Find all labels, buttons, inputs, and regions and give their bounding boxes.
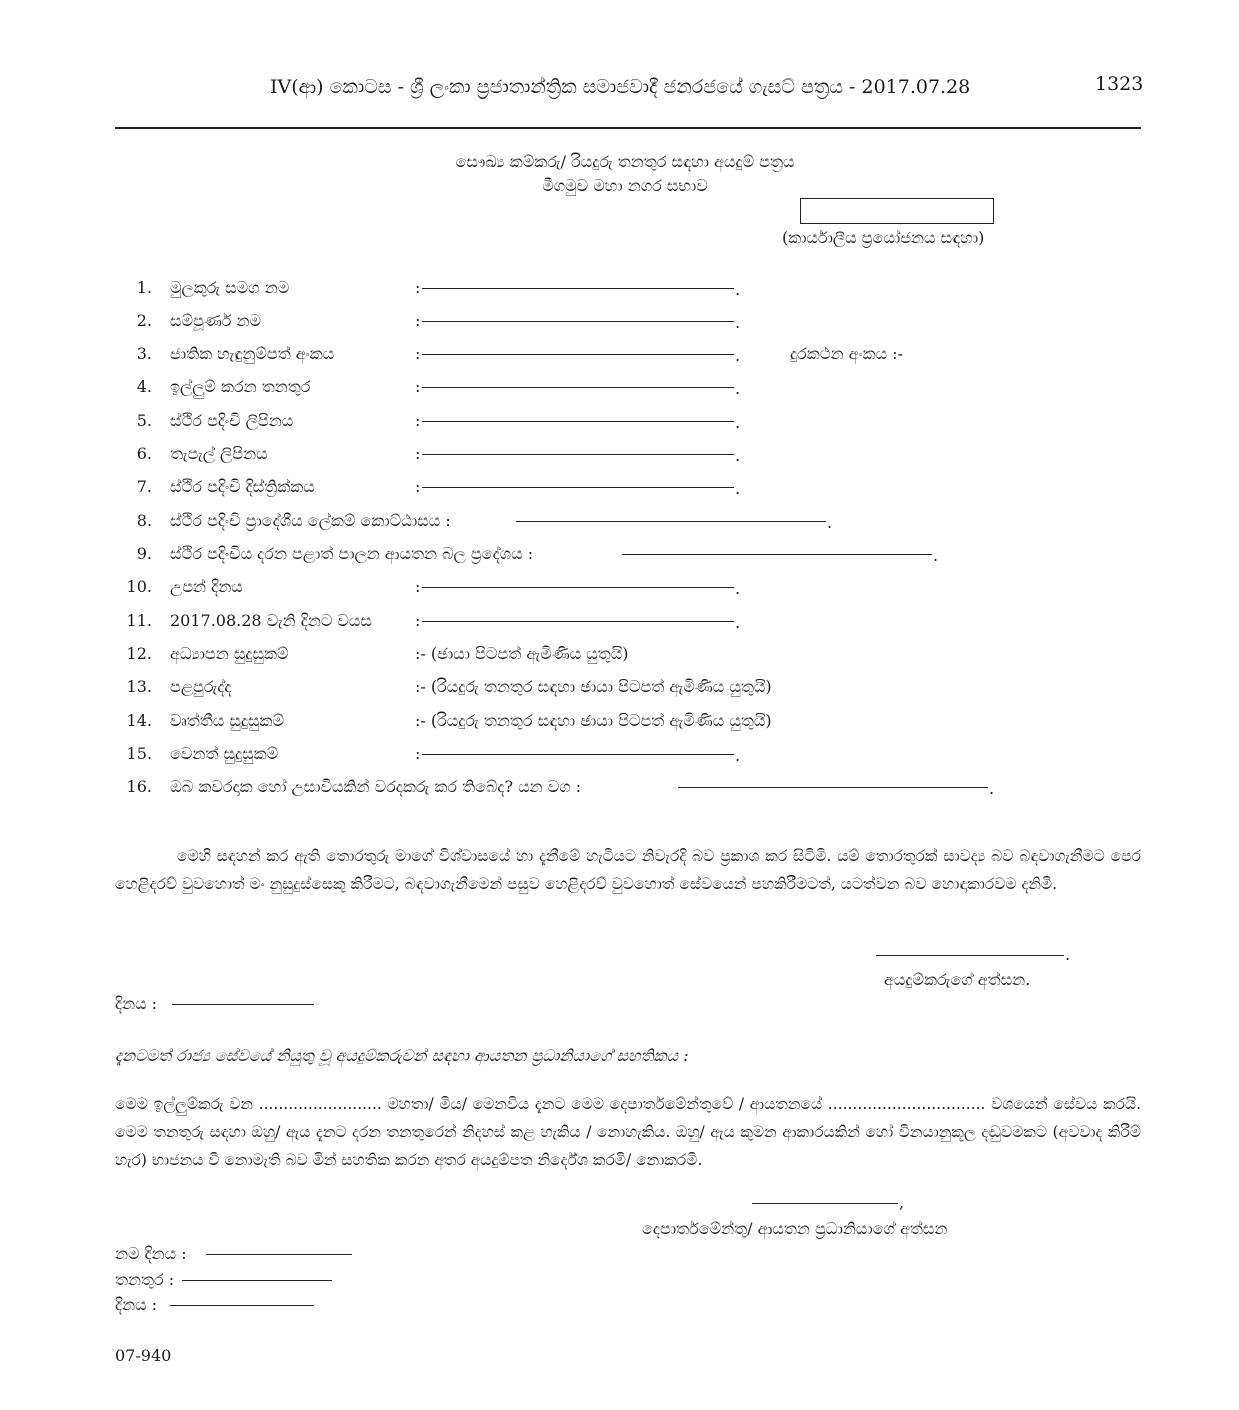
item-number: 11. — [126, 611, 152, 630]
field-line-ds-division[interactable] — [516, 521, 826, 522]
line-end-dot: . — [735, 313, 741, 332]
field-line-local-authority[interactable] — [622, 554, 932, 555]
item-number: 2. — [136, 311, 152, 330]
item-separator: : — [415, 377, 421, 396]
item-label-full-name: සම්පූර්ණ නම — [170, 311, 262, 330]
office-use-label: (කාර්යාලීය ප්‍රයෝජනය සඳහා) — [782, 228, 985, 247]
telephone-label: දුරකථන අංකය :- — [790, 344, 903, 363]
item-number: 8. — [136, 511, 152, 530]
field-line-convicted[interactable] — [678, 787, 988, 788]
item-separator: : — [415, 278, 421, 297]
header-rule — [115, 127, 1141, 129]
item-label-nic: ජාතික හැඳුනුම්පත් අංකය — [170, 344, 335, 363]
item-note-experience: :- (රියදුරු තනතුර සඳහා ඡායා පිටපත් ඇමිණිය යුතුයි) — [415, 677, 772, 696]
head-name-line[interactable] — [206, 1254, 352, 1255]
item-separator: : — [415, 477, 421, 496]
line-end-dot: . — [1065, 945, 1071, 964]
item-separator: : — [415, 344, 421, 363]
line-end-dot: . — [735, 746, 741, 765]
field-line-birth-date[interactable] — [422, 587, 734, 588]
item-separator: : — [415, 577, 421, 596]
item-label-postal-address: තැපැල් ලිපිනය — [170, 444, 268, 463]
field-line-postal-address[interactable] — [422, 454, 734, 455]
form-title: සෞඛ්‍ය කම්කරු/ රියදුරු තනතුර සඳහා අයදුම් පත්‍රය — [455, 152, 795, 171]
line-end-dot: . — [989, 779, 995, 798]
footer-code: 07-940 — [115, 1346, 172, 1365]
item-label-applied-post: ඉල්ලුම් කරන තනතුර — [170, 377, 311, 396]
item-separator: : — [415, 311, 421, 330]
line-end-dot: . — [827, 513, 833, 532]
item-label-experience: පළපුරුද්ද — [170, 677, 232, 696]
item-label-convicted: ඔබ කවරදාක හෝ උසාවියකින් වරදකරු කර තිබේද? යන වග : — [170, 777, 582, 796]
item-separator: : — [415, 411, 421, 430]
item-number: 16. — [126, 777, 152, 796]
field-line-permanent-address[interactable] — [422, 421, 734, 422]
head-post-line[interactable] — [182, 1280, 332, 1281]
item-label-age: 2017.08.28 වැනි දිනට වයස — [170, 611, 372, 630]
item-number: 3. — [136, 344, 152, 363]
declaration-date-line[interactable] — [172, 1004, 314, 1005]
line-end-dot: . — [735, 613, 741, 632]
field-line-initials-name[interactable] — [422, 288, 734, 289]
item-note-education: :- (ඡායා පිටපත් ඇමිණිය යුතුයි) — [415, 644, 629, 663]
item-label-ds-division: ස්ථිර පදිංචි ප්‍රාදේශීය ලේකම් කොට්ඨාසය : — [170, 511, 451, 530]
item-label-professional: වෘත්තීය සුදුසුකම් — [170, 711, 284, 730]
head-signature-label: දෙපාර්තමේන්තු/ ආයතන ප්‍රධානියාගේ අත්සන — [642, 1219, 948, 1238]
head-date-label: දිනය : — [115, 1295, 158, 1314]
line-end-dot: . — [735, 346, 741, 365]
item-label-education: අධ්‍යාපන සුදුසුකම් — [170, 644, 289, 663]
item-number: 12. — [126, 644, 152, 663]
gazette-header-title: IV(ආ) කොටස - ශ්‍රී ලංකා ප්‍රජාතාන්ත්‍රික සමාජවාදී ජනරජයේ ගැසට් පත්‍රය - 2017.07.28 — [270, 76, 971, 98]
item-label-local-authority: ස්ථිර පදිංචිය දරන පළාත් පාලන ආයතන බල ප්‍රදේශය : — [170, 544, 534, 563]
field-line-nic[interactable] — [422, 354, 734, 355]
page-number: 1323 — [1095, 73, 1144, 95]
line-end-dot: . — [735, 379, 741, 398]
item-number: 9. — [136, 544, 152, 563]
line-end-dot: . — [735, 446, 741, 465]
item-separator: : — [415, 744, 421, 763]
item-label-other-qualifications: වෙනත් සුදුසුකම් — [170, 744, 279, 763]
line-end-dot: . — [933, 546, 939, 565]
item-number: 15. — [126, 744, 152, 763]
item-number: 6. — [136, 444, 152, 463]
item-label-initials-name: මුලකුරු සමග නම — [170, 278, 290, 297]
head-post-label: තනතුර : — [115, 1270, 175, 1289]
applicant-signature-line[interactable] — [876, 955, 1064, 956]
item-number: 13. — [126, 677, 152, 696]
line-end-dot: . — [735, 280, 741, 299]
form-subtitle: මීගමුව මහා නගර සභාව — [542, 176, 708, 195]
field-line-full-name[interactable] — [422, 321, 734, 322]
field-line-age[interactable] — [422, 621, 734, 622]
item-number: 14. — [126, 711, 152, 730]
line-end-comma: , — [899, 1193, 905, 1212]
item-label-birth-date: උපන් දිනය — [170, 577, 243, 596]
field-line-applied-post[interactable] — [422, 387, 734, 388]
certificate-title: දැනටමත් රාජ්‍ය සේවයේ නියුතු වූ අයදුම්කරුවන් සඳහා ආයතන ප්‍රධානියාගේ සහතිකය : — [115, 1046, 689, 1065]
item-number: 4. — [136, 377, 152, 396]
field-line-other-qualifications[interactable] — [422, 754, 734, 755]
item-number: 7. — [136, 477, 152, 496]
declaration-paragraph: මෙහි සඳහන් කර ඇති තොරතුරු මාගේ විශ්වාසයේ හා දැනීමේ හැටියට නිවැරදි බව ප්‍රකාශ කර සිටිමි. යම් තොරතුරක් සාවද්‍ය බව බඳවාගැනීමට පෙර හෙළිදරව් වුවහොත් මං නුසුදුස්සෙකු කිරීමට, බඳවාගැනීමෙන් පසුව හෙළිදරව් වුවහොත් සේවයෙන් පහකිරීමටත්, යටත්වන බව හොඳාකාරවම දනිමි. — [115, 847, 1141, 893]
item-number: 5. — [136, 411, 152, 430]
line-end-dot: . — [735, 413, 741, 432]
head-name-label: නම දිනය : — [115, 1244, 187, 1263]
line-end-dot: . — [735, 479, 741, 498]
item-number: 10. — [126, 577, 152, 596]
head-signature-line[interactable] — [752, 1203, 898, 1204]
declaration-date-label: දිනය : — [115, 994, 158, 1013]
item-label-district: ස්ථිර පදිංචි දිස්ත්‍රික්කය — [170, 477, 315, 496]
office-use-box[interactable] — [800, 198, 994, 224]
field-line-district[interactable] — [422, 487, 734, 488]
item-label-permanent-address: ස්ථිර පදිංචි ලිපිනය — [170, 411, 294, 430]
item-separator: : — [415, 611, 421, 630]
item-separator: : — [415, 444, 421, 463]
line-end-dot: . — [735, 579, 741, 598]
certificate-paragraph: මෙම ඉල්ලුම්කරු වන ......................... මහතා/ මිය/ මෙනවිය දැනට මෙම දෙපාර්තමේන්තුවේ / ආයතනයේ ................................ වශයෙන් සේවය කරයි. මෙම තනතුරු සඳහා ඔහු/ ඇය දැනට දරන තනතුරෙන් නිදහස් කළ හැකිය / නොහැකිය. ඔහු/ ඇය කුමන ආකාරයකින් හෝ විනයානුකූල දඬුවමකට (අවවාද කිරීම් හැර) භාජනය වී නොමැති බව මින් සහතික කරන අතර අයදුම්පත නිර්දේශ කරමි/ නොකරමි. — [115, 1095, 1141, 1169]
item-number: 1. — [136, 278, 152, 297]
head-date-line[interactable] — [170, 1305, 314, 1306]
applicant-signature-label: අයදුම්කරුගේ අත්සන. — [884, 970, 1031, 989]
item-note-professional: :- (රියදුරු තනතුර සඳහා ඡායා පිටපත් ඇමිණිය යුතුයි) — [415, 711, 772, 730]
